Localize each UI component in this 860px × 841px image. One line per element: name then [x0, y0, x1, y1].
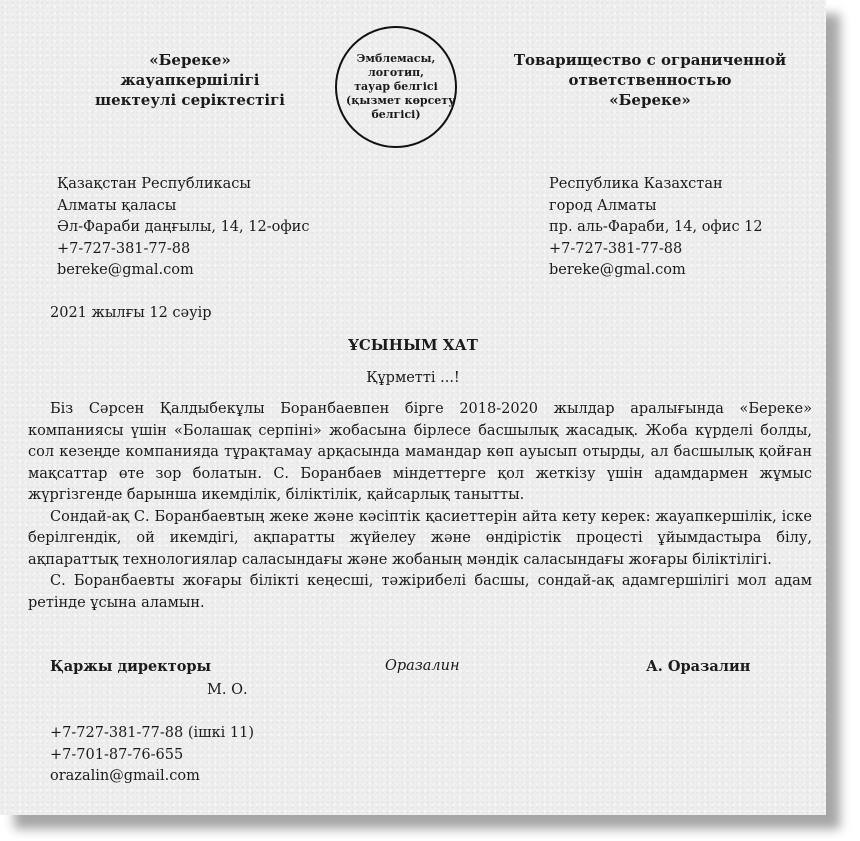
emblem-text-line: белгісі) — [371, 108, 421, 121]
address-line: +7-727-381-77-88 — [549, 240, 683, 257]
company-name-ru-line: ответственностью — [568, 71, 732, 89]
salutation: Құрметті ...! — [366, 370, 460, 386]
emblem-placeholder — [335, 26, 457, 148]
company-name-kz-line: «Береке» — [149, 51, 231, 69]
address-line: bereke@gmal.com — [57, 262, 194, 278]
body-paragraph: Біз Сәрсен Қалдыбекұлы Боранбаевпен бірге 2018-2020 жылдар аралығында «Береке» компаниясы үшін «Болашақ серпіні» жобасына бірлесе басшылық жасадық. Жоба күрделі болды, сол кезеңде компанияда тұрақтамау арқасында мамандар көп ауысып отырды, ал басшылық қойған мақсаттар өте зор болатын. С. Боранбаев міндеттерге қол жеткізу үшін адамдармен жұмыс жүргізгенде барынша икемділік, біліктілік, қайсарлық танытты. — [28, 401, 812, 503]
letter-date: 2021 жылғы 12 сәуір — [50, 305, 212, 321]
handwritten-signature: Оразалин — [385, 658, 460, 674]
emblem-text-line: (қызмет көрсету — [346, 94, 456, 107]
signer-contacts — [50, 723, 254, 788]
contact-line: orazalin@gmail.com — [50, 768, 200, 784]
signer-name: А. Оразалин — [646, 658, 751, 675]
seal-placeholder: М. О. — [207, 682, 248, 698]
address-line: Қазақстан Республикасы — [57, 176, 251, 192]
body-paragraph: С. Боранбаевты жоғары білікті кеңесші, тәжірибелі басшы, сондай-ақ адамгершілігі мол адам ретінде ұсына аламын. — [28, 573, 812, 611]
letter-title: ҰСЫНЫМ ХАТ — [348, 336, 478, 354]
address-line: город Алматы — [549, 197, 657, 214]
emblem-text-line: логотип, — [367, 66, 425, 79]
address-line: Республика Казахстан — [549, 176, 723, 192]
company-name-kz-line: шектеулі серіктестігі — [95, 91, 285, 109]
address-line: пр. аль-Фараби, 14, офис 12 — [549, 219, 763, 235]
contact-line: +7-727-381-77-88 (ішкі 11) — [50, 725, 255, 741]
signer-position: Қаржы директоры — [50, 658, 212, 675]
contact-line: +7-701-87-76-655 — [50, 746, 184, 763]
address-line: Алматы қаласы — [57, 197, 177, 214]
address-kz — [57, 174, 309, 282]
emblem-text-line: тауар белгісі — [354, 80, 438, 93]
letter-body — [28, 399, 812, 614]
address-line: bereke@gmal.com — [549, 262, 686, 278]
company-name-ru — [500, 50, 800, 110]
address-line: Әл-Фараби даңғылы, 14, 12-офис — [57, 219, 310, 235]
company-name-kz-line: жауапкершілігі — [120, 71, 260, 89]
address-line: +7-727-381-77-88 — [57, 240, 191, 257]
company-name-ru-line: Товарищество с ограниченной — [513, 51, 787, 69]
emblem-text-line: Эмблемасы, — [356, 52, 436, 65]
company-name-kz — [80, 50, 300, 110]
address-ru — [549, 174, 763, 282]
body-paragraph: Сондай-ақ С. Боранбаевтың жеке және кәсіптік қасиеттерін айта кету керек: жауапкершілік, іске берілгендік, ой икемдігі, ақпаратты жүйелеу және өндірістік процесті ұйымдастыра білу, ақпараттық технологиялар саласындағы және жобаның мәндік саласындағы жоғары біліктілігі. — [28, 508, 812, 568]
company-name-ru-line: «Береке» — [609, 91, 691, 109]
